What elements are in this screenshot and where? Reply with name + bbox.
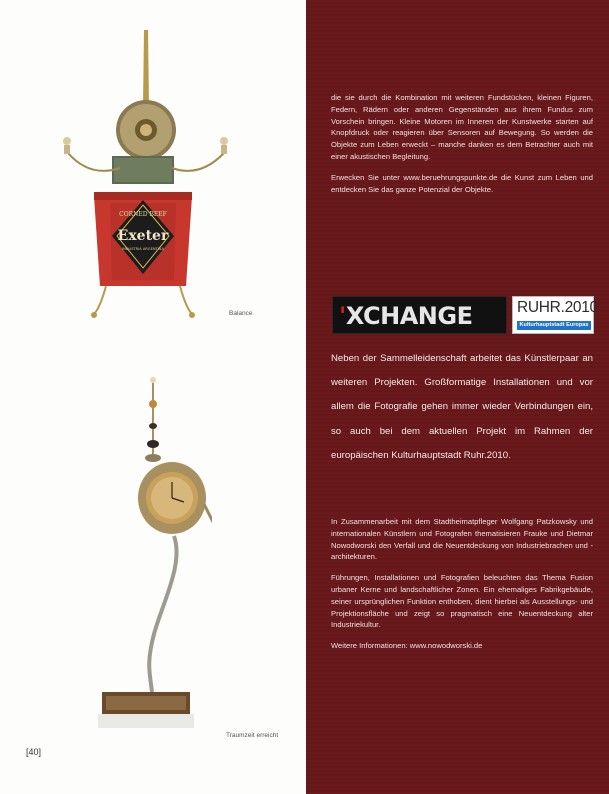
body-paragraph-1: In Zusammenarbeit mit dem Stadtheimatpfleger Wolfgang Patzkowsky und internationalen Künstlern und Fotografen thematisieren Frauke und Dietmar Nowodworski den Verfall und die Neuentdeckung von Industriebrachen und -architekturen. [331,517,593,562]
balance-sculpture-photo [50,28,240,320]
page-number: [40] [26,747,42,757]
ruhr2010-logo [512,296,598,334]
caption-traumzeit: Traumzeit erreicht [226,732,279,739]
can-label-origin: INDUSTRIA ARGENTINA [122,247,164,251]
can-label-brand: Exeter [117,228,169,244]
intro-text-block [331,92,593,204]
intro-paragraph-2: Erwecken Sie unter www.beruehrungspunkte.de die Kunst zum Leben und entdecken Sie das ganze Potenzial der Objekte. [331,172,593,194]
ruhr2010-logo-subtitle: Kulturhauptstadt Europas [517,321,591,330]
traumzeit-sculpture-photo [92,374,212,740]
body-paragraph-2: Führungen, Installationen und Fotografien beleuchten das Thema Fusion urbaner Kerne und landschaftlicher Zonen. Ein ehemaliges Fabrikgebäude, seiner ursprünglichen Funktion enthoben, dient hierbei als Ausstellungs- und Projektionsfläche und zeigt so pragmatisch eine Neuentdeckung alter Industriekultur. [331,573,593,630]
caption-balance: Balance [229,310,253,317]
xchange-logo [332,296,507,334]
body-text-block [331,516,593,661]
can-label-brand-top: CORNED BEEF [119,211,167,218]
xchange-logo-tick: ' [339,302,346,330]
lead-paragraph: Neben der Sammelleidenschaft arbeitet das Künstlerpaar an weiteren Projekten. Großformatige Installationen und vor allem die Fotografie gehen immer wieder Verbindungen ein, so auch bei dem aktuellen Projekt im Rahmen der europäischen Kulturhauptstadt Ruhr.2010. [331,353,593,461]
body-paragraph-3: Weitere Informationen: www.nowodworski.de [331,641,483,651]
xchange-logo-text: XCHANGE [345,302,473,330]
ruhr2010-logo-title: RUHR.2010 [517,299,598,316]
intro-paragraph-1: die sie durch die Kombination mit weiteren Fundstücken, kleinen Figuren, Federn, Rädern oder anderen Gegenständen aus ihrem Fundus zum Vorschein bringen. Kleine Motoren im Inneren der Kunstwerke starten auf Knopfdruck oder reagieren über Sensoren auf Bewegung. So werden die Objekte zum Leben erweckt – manche danken es dem Betrachter auch mit einer akustischen Begleitung. [331,93,593,161]
